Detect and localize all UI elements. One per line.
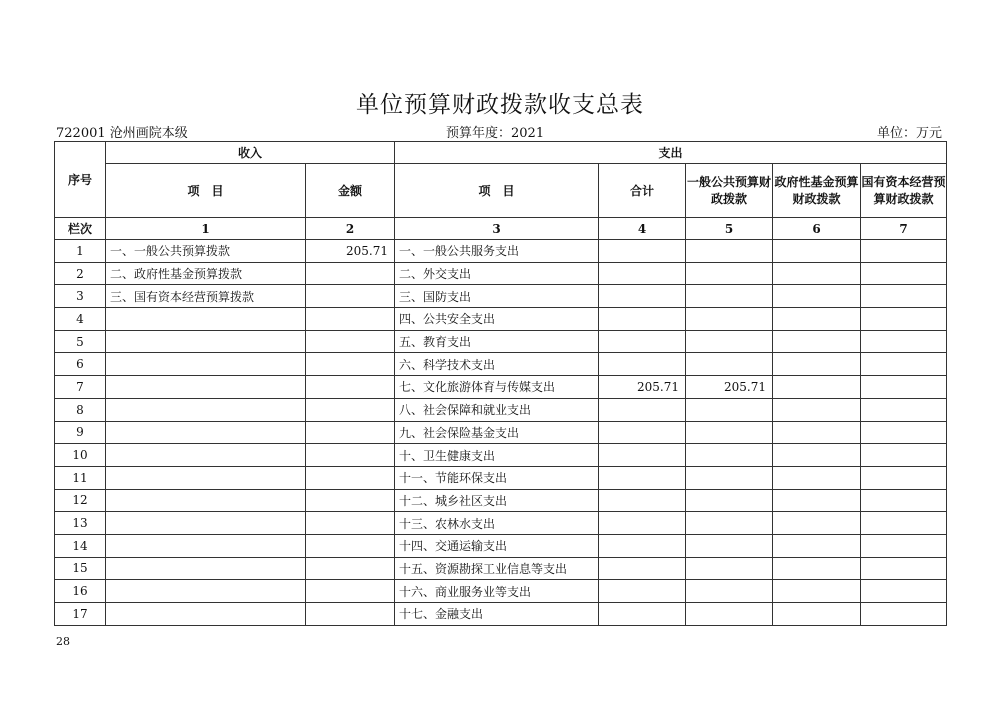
gov-fund-cell — [773, 240, 861, 263]
general-budget-cell — [686, 398, 773, 421]
income-amount-cell — [306, 444, 395, 467]
table-row — [55, 308, 947, 331]
table-row — [55, 240, 947, 263]
total-cell — [599, 557, 686, 580]
state-capital-cell — [861, 330, 947, 353]
income-item-cell — [106, 466, 306, 489]
state-capital-cell — [861, 557, 947, 580]
unit-of-measure: 单位：万元 — [876, 126, 942, 141]
table-row — [55, 512, 947, 535]
income-item-cell — [106, 308, 306, 331]
expense-item-cell: 十五、资源勘探工业信息等支出 — [395, 557, 599, 580]
income-item-cell — [106, 489, 306, 512]
table-row — [55, 534, 947, 557]
state-capital-cell — [861, 285, 947, 308]
seq-cell: 16 — [55, 580, 106, 603]
header-col-num: 1 — [106, 218, 306, 240]
table-row — [55, 421, 947, 444]
total-cell — [599, 466, 686, 489]
budget-table — [54, 141, 947, 626]
income-amount-cell — [306, 330, 395, 353]
table-row — [55, 330, 947, 353]
seq-cell: 7 — [55, 376, 106, 399]
general-budget-cell — [686, 580, 773, 603]
income-amount-cell — [306, 376, 395, 399]
general-budget-cell — [686, 353, 773, 376]
income-amount-cell — [306, 353, 395, 376]
general-budget-cell — [686, 512, 773, 535]
income-amount-cell — [306, 466, 395, 489]
expense-item-cell: 七、文化旅游体育与传媒支出 — [395, 376, 599, 399]
general-budget-cell — [686, 330, 773, 353]
income-amount-cell — [306, 489, 395, 512]
table-row — [55, 466, 947, 489]
total-cell — [599, 285, 686, 308]
total-cell — [599, 421, 686, 444]
income-amount-cell: 205.71 — [306, 240, 395, 263]
seq-cell: 2 — [55, 262, 106, 285]
header-col-label: 栏次 — [55, 218, 106, 240]
header-seq: 序号 — [55, 142, 106, 218]
expense-item-cell: 一、一般公共服务支出 — [395, 240, 599, 263]
gov-fund-cell — [773, 330, 861, 353]
general-budget-cell — [686, 240, 773, 263]
total-cell — [599, 353, 686, 376]
general-budget-cell — [686, 534, 773, 557]
header-state-capital: 国有资本经营预算财政拨款 — [861, 164, 947, 218]
income-item-cell — [106, 603, 306, 626]
page-title: 单位预算财政拨款收支总表 — [356, 92, 644, 118]
header-col-num: 2 — [306, 218, 395, 240]
header-col-num: 6 — [773, 218, 861, 240]
general-budget-cell — [686, 489, 773, 512]
general-budget-cell: 205.71 — [686, 376, 773, 399]
expense-item-cell: 六、科学技术支出 — [395, 353, 599, 376]
state-capital-cell — [861, 308, 947, 331]
income-amount-cell — [306, 580, 395, 603]
income-item-cell — [106, 330, 306, 353]
table-row — [55, 580, 947, 603]
gov-fund-cell — [773, 580, 861, 603]
header-general-budget: 一般公共预算财政拨款 — [686, 164, 773, 218]
header-gov-fund: 政府性基金预算财政拨款 — [773, 164, 861, 218]
total-cell — [599, 444, 686, 467]
expense-item-cell: 十、卫生健康支出 — [395, 444, 599, 467]
income-item-cell — [106, 398, 306, 421]
gov-fund-cell — [773, 534, 861, 557]
header-col-num: 5 — [686, 218, 773, 240]
table-row — [55, 603, 947, 626]
gov-fund-cell — [773, 398, 861, 421]
seq-cell: 1 — [55, 240, 106, 263]
income-item-cell: 三、国有资本经营预算拨款 — [106, 285, 306, 308]
total-cell: 205.71 — [599, 376, 686, 399]
table-row — [55, 557, 947, 580]
general-budget-cell — [686, 603, 773, 626]
income-amount-cell — [306, 262, 395, 285]
seq-cell: 14 — [55, 534, 106, 557]
table-row — [55, 489, 947, 512]
income-amount-cell — [306, 421, 395, 444]
state-capital-cell — [861, 603, 947, 626]
income-amount-cell — [306, 398, 395, 421]
expense-item-cell: 十六、商业服务业等支出 — [395, 580, 599, 603]
seq-cell: 13 — [55, 512, 106, 535]
state-capital-cell — [861, 240, 947, 263]
gov-fund-cell — [773, 262, 861, 285]
header-income-amount: 金额 — [306, 164, 395, 218]
table-row — [55, 444, 947, 467]
general-budget-cell — [686, 308, 773, 331]
seq-cell: 15 — [55, 557, 106, 580]
table-row — [55, 285, 947, 308]
state-capital-cell — [861, 580, 947, 603]
total-cell — [599, 330, 686, 353]
header-col-num: 4 — [599, 218, 686, 240]
seq-cell: 17 — [55, 603, 106, 626]
income-amount-cell — [306, 285, 395, 308]
expense-item-cell: 二、外交支出 — [395, 262, 599, 285]
expense-item-cell: 八、社会保障和就业支出 — [395, 398, 599, 421]
general-budget-cell — [686, 557, 773, 580]
state-capital-cell — [861, 512, 947, 535]
seq-cell: 5 — [55, 330, 106, 353]
budget-year: 预算年度：2021 — [446, 126, 545, 141]
income-item-cell — [106, 512, 306, 535]
income-item-cell — [106, 353, 306, 376]
gov-fund-cell — [773, 376, 861, 399]
general-budget-cell — [686, 285, 773, 308]
expense-item-cell: 十四、交通运输支出 — [395, 534, 599, 557]
gov-fund-cell — [773, 353, 861, 376]
seq-cell: 11 — [55, 466, 106, 489]
income-item-cell — [106, 421, 306, 444]
income-amount-cell — [306, 512, 395, 535]
expense-item-cell: 四、公共安全支出 — [395, 308, 599, 331]
total-cell — [599, 262, 686, 285]
general-budget-cell — [686, 444, 773, 467]
income-amount-cell — [306, 557, 395, 580]
table-body — [55, 240, 947, 626]
header-col-num: 3 — [395, 218, 599, 240]
expense-item-cell: 十二、城乡社区支出 — [395, 489, 599, 512]
income-item-cell: 二、政府性基金预算拨款 — [106, 262, 306, 285]
state-capital-cell — [861, 466, 947, 489]
state-capital-cell — [861, 262, 947, 285]
gov-fund-cell — [773, 466, 861, 489]
income-item-cell — [106, 580, 306, 603]
header-income: 收入 — [106, 142, 395, 164]
table-row — [55, 376, 947, 399]
general-budget-cell — [686, 466, 773, 489]
header-total: 合计 — [599, 164, 686, 218]
state-capital-cell — [861, 444, 947, 467]
table-row — [55, 398, 947, 421]
seq-cell: 4 — [55, 308, 106, 331]
state-capital-cell — [861, 489, 947, 512]
expense-item-cell: 三、国防支出 — [395, 285, 599, 308]
gov-fund-cell — [773, 421, 861, 444]
seq-cell: 12 — [55, 489, 106, 512]
total-cell — [599, 580, 686, 603]
expense-item-cell: 十一、节能环保支出 — [395, 466, 599, 489]
total-cell — [599, 603, 686, 626]
seq-cell: 3 — [55, 285, 106, 308]
seq-cell: 6 — [55, 353, 106, 376]
income-amount-cell — [306, 603, 395, 626]
seq-cell: 8 — [55, 398, 106, 421]
total-cell — [599, 308, 686, 331]
income-amount-cell — [306, 308, 395, 331]
gov-fund-cell — [773, 489, 861, 512]
unit-code: 722001 沧州画院本级 — [56, 126, 188, 141]
state-capital-cell — [861, 353, 947, 376]
income-item-cell — [106, 557, 306, 580]
header-expense: 支出 — [395, 142, 947, 164]
gov-fund-cell — [773, 308, 861, 331]
state-capital-cell — [861, 421, 947, 444]
state-capital-cell — [861, 376, 947, 399]
income-amount-cell — [306, 534, 395, 557]
income-item-cell — [106, 376, 306, 399]
income-item-cell — [106, 444, 306, 467]
gov-fund-cell — [773, 444, 861, 467]
header-expense-item: 项 目 — [395, 164, 599, 218]
gov-fund-cell — [773, 285, 861, 308]
state-capital-cell — [861, 398, 947, 421]
header-col-num: 7 — [861, 218, 947, 240]
total-cell — [599, 240, 686, 263]
general-budget-cell — [686, 262, 773, 285]
gov-fund-cell — [773, 557, 861, 580]
general-budget-cell — [686, 421, 773, 444]
header-income-item: 项 目 — [106, 164, 306, 218]
expense-item-cell: 五、教育支出 — [395, 330, 599, 353]
income-item-cell — [106, 534, 306, 557]
expense-item-cell: 九、社会保险基金支出 — [395, 421, 599, 444]
page-number: 28 — [56, 635, 70, 648]
total-cell — [599, 512, 686, 535]
income-item-cell: 一、一般公共预算拨款 — [106, 240, 306, 263]
state-capital-cell — [861, 534, 947, 557]
expense-item-cell: 十三、农林水支出 — [395, 512, 599, 535]
seq-cell: 9 — [55, 421, 106, 444]
gov-fund-cell — [773, 603, 861, 626]
seq-cell: 10 — [55, 444, 106, 467]
gov-fund-cell — [773, 512, 861, 535]
table-row — [55, 262, 947, 285]
table-row — [55, 353, 947, 376]
total-cell — [599, 489, 686, 512]
total-cell — [599, 398, 686, 421]
total-cell — [599, 534, 686, 557]
expense-item-cell: 十七、金融支出 — [395, 603, 599, 626]
